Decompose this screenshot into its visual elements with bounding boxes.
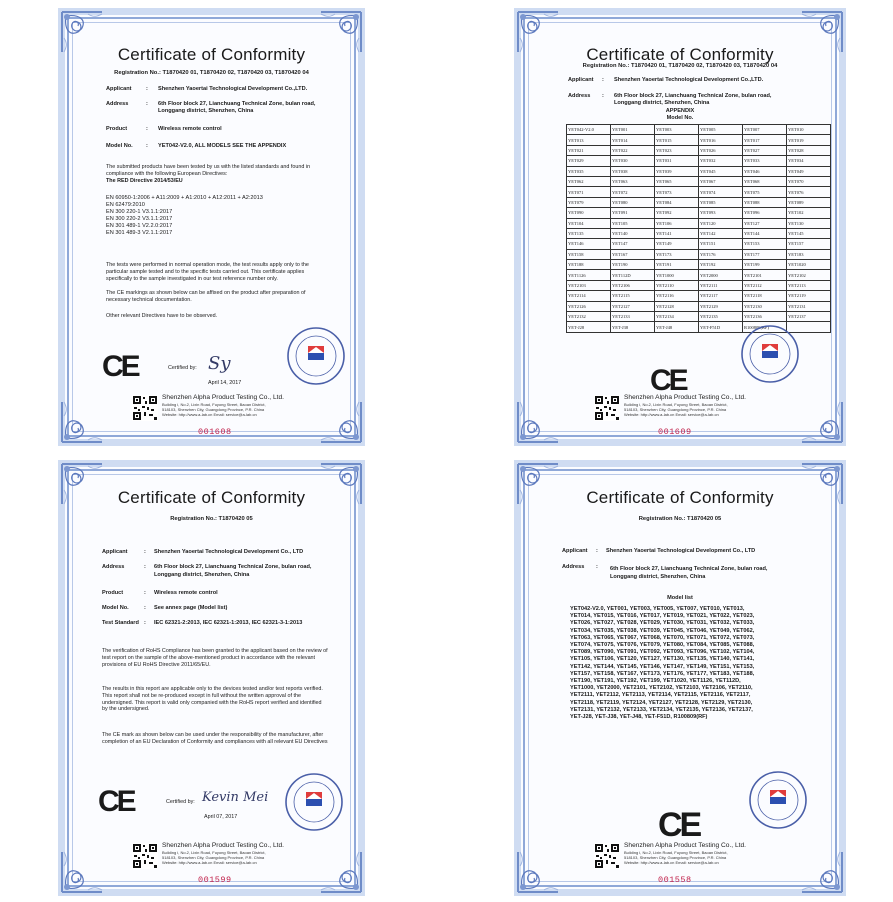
colon: : <box>144 590 146 596</box>
table-cell: YET2131 <box>787 301 831 311</box>
colon: : <box>602 77 604 83</box>
certified-by-label: Certified by: <box>168 365 197 371</box>
certificate-1 <box>58 8 365 446</box>
qr-code-icon <box>132 395 158 421</box>
table-cell: YET112D <box>611 270 655 280</box>
table-cell: YET005 <box>699 125 743 135</box>
address-line-1: 6th Floor block 27, Lianchuang Technical Zone, bulan road, <box>610 566 768 572</box>
table-cell: YET2133 <box>611 312 655 322</box>
model-list <box>570 606 754 721</box>
model-list-line: YET063, YET065, YET067, YET068, YET070, YET071, YET072, YET073, <box>570 634 755 641</box>
table-cell: YET192 <box>699 260 743 270</box>
table-cell: YET1126 <box>567 270 611 280</box>
certificate-2 <box>514 8 846 446</box>
registration-number: Registration No.: T1870420 05 <box>638 516 722 522</box>
table-cell: YET188 <box>567 260 611 270</box>
qr-code-icon <box>594 843 620 869</box>
testing-stamp-icon <box>740 324 800 384</box>
standard-item: EN 301 489-3 V2.1.1:2017 <box>106 230 173 236</box>
table-cell: YET151 <box>699 239 743 249</box>
model-list-line: YET142, YET144, YET145, YET146, YET147, YET149, YET151, YET153, <box>570 663 755 670</box>
table-cell: YET093 <box>699 208 743 218</box>
lab-address-line: Building i, No.2, Lixin Road, Fuyong Street, Baoan District, <box>624 402 728 407</box>
results-paragraph: The results in this report are applicable only to the devices tested and/or test reports verified. This report shall not be re-produced except in full without the written approval of the undersigned. This report is valid only companied with the RoHS report verified and identified by the undersigned. <box>102 686 323 713</box>
ce-marking-paragraph: The CE markings as shown below can be affixed on the product after preparation of necessary technical documentation. <box>106 290 306 303</box>
table-cell: YET149 <box>655 239 699 249</box>
applicant-label: Applicant <box>562 548 588 554</box>
model-list-line: YET089, YET090, YET091, YET092, YET093, YET096, YET102, YET104, <box>570 649 755 656</box>
table-cell: YET191 <box>655 260 699 270</box>
other-directives-paragraph: Other relevant Directives have to be observed. <box>106 313 218 319</box>
table-cell: YET130 <box>787 218 831 228</box>
table-cell: YET019 <box>787 135 831 145</box>
table-cell: R100809(RF) <box>743 322 787 332</box>
table-cell: YET090 <box>567 208 611 218</box>
table-cell: YET102 <box>787 208 831 218</box>
table-row <box>567 208 831 218</box>
table-cell: YET2130 <box>743 301 787 311</box>
model-list-line: YET2118, YET2119, YET2124, YET2127, YET2128, YET2129, YET2130, <box>570 699 753 706</box>
table-cell: YET021 <box>567 145 611 155</box>
address-line-2: Longgang district, Shenzhen, China <box>610 574 706 580</box>
table-cell: YET030 <box>611 156 655 166</box>
applicant-label: Applicant <box>568 77 594 83</box>
table-row <box>567 176 831 186</box>
lab-address-line: Building i, No.2, Lixin Road, Fuyong Street, Baoan District, <box>624 850 728 855</box>
lab-name: Shenzhen Alpha Product Testing Co., Ltd. <box>624 394 746 401</box>
qr-code-icon <box>594 395 620 421</box>
table-cell: YET176 <box>699 249 743 259</box>
table-cell: YET092 <box>655 208 699 218</box>
ce-mark-logo: CE <box>102 350 138 383</box>
table-cell: YET127 <box>743 218 787 228</box>
colon: : <box>146 101 148 107</box>
model-list-line: YET-J28, YET-J38, YET-J48, YET-F51D, R100809(RF) <box>570 714 708 721</box>
table-cell: YET031 <box>655 156 699 166</box>
applicant-label: Applicant <box>106 86 132 92</box>
table-cell: YET026 <box>699 145 743 155</box>
table-cell: YET027 <box>743 145 787 155</box>
colon: : <box>146 143 148 149</box>
ce-mark-logo: CE <box>650 364 686 397</box>
address-line-1: 6th Floor block 27, Lianchuang Technical Zone, bulan road, <box>154 564 312 570</box>
colon: : <box>144 564 146 570</box>
table-cell: YET063 <box>611 176 655 186</box>
appendix-heading: APPENDIX <box>665 108 695 114</box>
applicant-value: Shenzhen Yaoertai Technological Development Co., LTD <box>154 549 304 555</box>
certificate-title: Certificate of Conformity <box>117 45 306 64</box>
table-cell: YET2116 <box>655 291 699 301</box>
table-row <box>567 156 831 166</box>
model-list-line: YET1000, YET2000, YET2101, YET2102, YET2103, YET2106, YET2110, <box>570 685 753 692</box>
table-cell: YET147 <box>611 239 655 249</box>
table-cell: YET022 <box>611 145 655 155</box>
table-cell: YET017 <box>743 135 787 145</box>
table-cell: YET146 <box>567 239 611 249</box>
table-cell: YET034 <box>787 156 831 166</box>
corner-ornament-icon <box>800 850 844 894</box>
table-row <box>567 280 831 290</box>
table-cell: YET003 <box>655 125 699 135</box>
table-cell: YET2137 <box>787 312 831 322</box>
table-row <box>567 312 831 322</box>
table-cell: YET144 <box>743 228 787 238</box>
table-cell: YET068 <box>743 176 787 186</box>
lab-footer <box>624 842 746 865</box>
table-cell: YET049 <box>787 166 831 176</box>
table-row <box>567 166 831 176</box>
table-row <box>567 270 831 280</box>
table-row <box>567 125 831 135</box>
table-cell: YET2103 <box>567 280 611 290</box>
model-list-line: YET034, YET035, YET038, YET039, YET045, YET046, YET049, YET062, <box>570 627 755 634</box>
table-cell: YET1000 <box>655 270 699 280</box>
testing-stamp-icon <box>284 772 344 832</box>
model-list-line: YET157, YET158, YET167, YET173, YET176, YET177, YET183, YET188, <box>570 670 755 677</box>
table-cell: YET2127 <box>611 301 655 311</box>
table-cell: YET-J28 <box>567 322 611 332</box>
corner-ornament-icon <box>319 850 363 894</box>
table-cell: YET070 <box>787 176 831 186</box>
table-cell: YET142 <box>699 228 743 238</box>
table-cell: YET013 <box>567 135 611 145</box>
table-cell: YET035 <box>567 166 611 176</box>
directive-name: The RED Directive 2014/53/EU <box>106 178 183 184</box>
lab-name: Shenzhen Alpha Product Testing Co., Ltd. <box>624 842 746 849</box>
table-cell: YET2129 <box>699 301 743 311</box>
signature-date: April 07, 2017 <box>204 814 238 820</box>
table-row <box>567 291 831 301</box>
model-list-heading: Model list <box>667 595 693 601</box>
table-cell: YET091 <box>611 208 655 218</box>
product-label: Product <box>102 590 124 596</box>
table-row <box>567 187 831 197</box>
model-list-line: YET190, YET191, YET192, YET199, YET1020, YET1126, YET112D, <box>570 678 741 685</box>
colon: : <box>144 605 146 611</box>
colon: : <box>146 86 148 92</box>
table-cell: YET183 <box>787 249 831 259</box>
table-row <box>567 249 831 259</box>
table-cell: YET046 <box>743 166 787 176</box>
table-cell: YET190 <box>611 260 655 270</box>
colon: : <box>596 548 598 554</box>
table-cell: YET032 <box>699 156 743 166</box>
table-cell: YET2000 <box>699 270 743 280</box>
table-cell: YET2126 <box>567 301 611 311</box>
rohs-paragraph: The verification of RoHS Compliance has been granted to the applicant based on the review of test report on the sample of the above-mentioned product in accordance with the relevant provisions of EU RoHS Directive 2011/65/EU. <box>102 648 328 668</box>
table-cell: YET2106 <box>611 280 655 290</box>
ce-mark-logo: CE <box>98 785 134 818</box>
table-cell: YET-J38 <box>611 322 655 332</box>
table-cell: YET2132 <box>567 312 611 322</box>
registration-number: Registration No.: T1870420 01, T1870420 02, T1870420 03, T1870420 04 <box>582 63 778 69</box>
model-no-heading: Model No. <box>666 115 694 121</box>
address-label: Address <box>568 93 591 99</box>
model-label: Model No. <box>102 605 129 611</box>
model-list-line: YET105, YET106, YET120, YET127, YET130, YET135, YET140, YET141, <box>570 656 755 663</box>
lab-name: Shenzhen Alpha Product Testing Co., Ltd. <box>162 842 284 849</box>
standard-item: EN 300 220-1 V3.1.1:2017 <box>106 209 173 215</box>
qr-code-icon <box>132 843 158 869</box>
lab-contact-line: Website: http://www.a-lab.cn Email: service@a-lab.cn <box>162 860 257 865</box>
test-standard-value: IEC 62321-2:2013, IEC 62321-1:2013, IEC 62321-3-1:2013 <box>154 620 303 626</box>
applicant-value: Shenzhen Yaoertai Technological Development Co.,LTD. <box>158 86 308 92</box>
table-cell: YET-F51D <box>699 322 743 332</box>
address-line-1: 6th Floor block 27, Lianchuang Technical Zone, bulan road, <box>614 93 772 99</box>
table-cell: YET2134 <box>655 312 699 322</box>
table-cell: YET2117 <box>699 291 743 301</box>
table-cell: YET039 <box>655 166 699 176</box>
table-cell: YET2102 <box>787 270 831 280</box>
table-cell: YET042-V2.0 <box>567 125 611 135</box>
table-cell: YET071 <box>567 187 611 197</box>
lab-name: Shenzhen Alpha Product Testing Co., Ltd. <box>162 394 284 401</box>
table-row <box>567 228 831 238</box>
certified-by-label: Certified by: <box>166 799 195 805</box>
model-value: See annex page (Model list) <box>154 605 228 611</box>
certificate-title: Certificate of Conformity <box>117 488 306 507</box>
table-cell: YET023 <box>655 145 699 155</box>
model-list-line: YET074, YET075, YET076, YET079, YET080, YET084, YET085, YET088, <box>570 642 755 649</box>
table-cell: YET088 <box>743 197 787 207</box>
table-cell: YET2115 <box>611 291 655 301</box>
colon: : <box>146 126 148 132</box>
lab-address-line: Building i, No.2, Lixin Road, Fuyong Street, Baoan District, <box>162 402 266 407</box>
table-cell: YET2101 <box>743 270 787 280</box>
lab-footer <box>162 842 284 865</box>
corner-ornament-icon <box>516 400 560 444</box>
table-cell: YET2128 <box>655 301 699 311</box>
corner-ornament-icon <box>319 400 363 444</box>
address-line-2: Longgang district, Shenzhen, China <box>154 572 250 578</box>
table-cell: YET016 <box>699 135 743 145</box>
model-label: Model No. <box>106 143 133 149</box>
table-row <box>567 197 831 207</box>
address-line-2: Longgang district, Shenzhen, China <box>158 108 254 114</box>
product-value: Wireless remote control <box>158 126 222 132</box>
standard-item: EN 62479:2010 <box>106 202 145 208</box>
address-label: Address <box>102 564 125 570</box>
certificate-title: Certificate of Conformity <box>586 488 774 507</box>
table-row <box>567 301 831 311</box>
ce-mark-logo: CE <box>658 806 700 844</box>
standard-item: EN 300 220-2 V3.1.1:2017 <box>106 216 173 222</box>
model-list-line: YET2111, YET2112, YET2113, YET2114, YET2115, YET2116, YET2117, <box>570 692 751 699</box>
table-cell: YET177 <box>743 249 787 259</box>
lab-address-line: Building i, No.2, Lixin Road, Fuyong Street, Baoan District, <box>162 850 266 855</box>
colon: : <box>596 564 598 570</box>
table-cell: YET105 <box>611 218 655 228</box>
signature: Sy <box>208 353 231 374</box>
table-cell: YET153 <box>743 239 787 249</box>
table-cell: YET106 <box>655 218 699 228</box>
serial-number: 001608 <box>198 427 232 437</box>
table-cell: YET080 <box>611 197 655 207</box>
lab-contact-line: Website: http://www.a-lab.cn Email: service@a-lab.cn <box>624 860 719 865</box>
lab-contact-line: Website: http://www.a-lab.cn Email: service@a-lab.cn <box>624 412 719 417</box>
table-cell: YET173 <box>655 249 699 259</box>
table-cell: YET089 <box>787 197 831 207</box>
table-cell: YET085 <box>699 197 743 207</box>
corner-ornament-icon <box>516 850 560 894</box>
address-label: Address <box>106 101 129 107</box>
product-value: Wireless remote control <box>154 590 218 596</box>
address-line-1: 6th Floor block 27, Lianchuang Technical Zone, bulan road, <box>158 101 316 107</box>
table-row <box>567 145 831 155</box>
table-cell: YET065 <box>655 176 699 186</box>
table-cell: YET1020 <box>787 260 831 270</box>
applicant-value: Shenzhen Yaoertai Technological Development Co., LTD <box>606 548 756 554</box>
table-cell: YET104 <box>567 218 611 228</box>
table-cell: YET028 <box>787 145 831 155</box>
table-cell: YET029 <box>567 156 611 166</box>
lab-address-line: 518103, Shenzhen City, Guangdong Province, P.R. China <box>162 855 265 860</box>
testing-stamp-icon <box>748 770 808 830</box>
table-row <box>567 239 831 249</box>
certificate-title: Certificate of Conformity <box>586 45 774 64</box>
registration-number: Registration No.: T1870420 01, T1870420 02, T1870420 03, T1870420 04 <box>114 70 309 76</box>
corner-ornament-icon <box>800 400 844 444</box>
serial-number: 001609 <box>658 427 692 437</box>
table-cell: YET135 <box>567 228 611 238</box>
model-list-line: YET2131, YET2132, YET2133, YET2134, YET2135, YET2136, YET2137, <box>570 706 753 713</box>
tested-paragraph: The submitted products have been tested by us with the listed standards and found in compliance with the following European Directives: <box>106 164 311 177</box>
table-cell: YET2135 <box>699 312 743 322</box>
table-cell: YET074 <box>699 187 743 197</box>
table-cell: YET015 <box>655 135 699 145</box>
corner-ornament-icon <box>60 850 104 894</box>
standard-item: EN 60950-1:2006 + A11:2009 + A1:2010 + A12:2011 + A2:2013 <box>106 195 263 201</box>
model-list-line: YET026, YET027, YET028, YET029, YET030, YET031, YET032, YET033, <box>570 620 755 627</box>
corner-ornament-icon <box>60 400 104 444</box>
table-row <box>567 260 831 270</box>
table-cell: YET2110 <box>655 280 699 290</box>
table-cell: YET010 <box>787 125 831 135</box>
registration-number: Registration No.: T1870420 05 <box>170 516 253 522</box>
table-cell: YET001 <box>611 125 655 135</box>
table-cell: YET072 <box>611 187 655 197</box>
table-cell: YET067 <box>699 176 743 186</box>
signature: Kevin Mei <box>202 790 269 805</box>
colon: : <box>144 620 146 626</box>
model-value: YET042-V2.0, ALL MODELS SEE THE APPENDIX <box>158 143 287 149</box>
table-cell: YET2119 <box>787 291 831 301</box>
table-cell: YET157 <box>787 239 831 249</box>
table-cell: YET2118 <box>743 291 787 301</box>
applicant-value: Shenzhen Yaoertai Technological Development Co.,LTD. <box>614 77 764 83</box>
table-cell: YET038 <box>611 166 655 176</box>
model-table <box>566 124 831 333</box>
table-cell: YET076 <box>787 187 831 197</box>
table-cell: YET045 <box>699 166 743 176</box>
table-cell: YET084 <box>655 197 699 207</box>
table-cell: YET075 <box>743 187 787 197</box>
address-line-2: Longgang district, Shenzhen, China <box>614 100 710 106</box>
certificate-4 <box>514 460 846 896</box>
model-list-line: YET014, YET015, YET016, YET017, YET019, YET021, YET022, YET023, <box>570 613 755 620</box>
product-label: Product <box>106 126 128 132</box>
standards-list <box>106 195 263 237</box>
lab-footer <box>624 394 746 417</box>
table-cell: YET2114 <box>567 291 611 301</box>
table-row <box>567 135 831 145</box>
serial-number: 001558 <box>658 875 692 885</box>
table-cell: YET033 <box>743 156 787 166</box>
table-cell: YET073 <box>655 187 699 197</box>
table-cell: YET199 <box>743 260 787 270</box>
table-cell: YET2136 <box>743 312 787 322</box>
serial-number: 001599 <box>198 875 232 885</box>
lab-contact-line: Website: http://www.a-lab.cn Email: service@a-lab.cn <box>162 412 257 417</box>
table-cell: YET-J48 <box>655 322 699 332</box>
table-cell: YET141 <box>655 228 699 238</box>
table-cell: YET2112 <box>743 280 787 290</box>
certificate-3 <box>58 460 365 896</box>
testing-stamp-icon <box>286 326 346 386</box>
colon: : <box>602 93 604 99</box>
table-cell: YET079 <box>567 197 611 207</box>
model-list-line: YET042-V2.0, YET001, YET003, YET005, YET007, YET010, YET013, <box>570 606 745 612</box>
table-cell: YET167 <box>611 249 655 259</box>
standard-item: EN 301 489-1 V2.2.0:2017 <box>106 223 173 229</box>
table-cell: YET140 <box>611 228 655 238</box>
lab-address-line: 518103, Shenzhen City, Guangdong Province, P.R. China <box>624 407 727 412</box>
colon: : <box>144 549 146 555</box>
applicant-label: Applicant <box>102 549 128 555</box>
table-row <box>567 218 831 228</box>
table-cell: YET014 <box>611 135 655 145</box>
lab-address-line: 518103, Shenzhen City, Guangdong Province, P.R. China <box>624 855 727 860</box>
signature-date: April 14, 2017 <box>208 380 242 386</box>
table-cell: YET158 <box>567 249 611 259</box>
table-cell: YET120 <box>699 218 743 228</box>
table-cell: YET096 <box>743 208 787 218</box>
test-standard-label: Test Standard <box>102 620 139 626</box>
ce-usage-paragraph: The CE mark as shown below can be used under the responsibility of the manufacturer, after completion of an EU Declaration of Conformity and compliances with all relevant EU Directives <box>102 732 328 745</box>
lab-address-line: 518103, Shenzhen City, Guangdong Province, P.R. China <box>162 407 265 412</box>
table-cell: YET062 <box>567 176 611 186</box>
address-label: Address <box>562 564 585 570</box>
lab-footer <box>162 394 284 417</box>
test-mode-paragraph: The tests were performed in normal operation mode, the test results apply only to the particular sample tested and to the specific tests carried out. This certificate applies specifically to the sample investigated in our test reference number only. <box>106 262 309 282</box>
table-cell: YET2113 <box>787 280 831 290</box>
table-cell: YET007 <box>743 125 787 135</box>
table-cell: YET2111 <box>699 280 743 290</box>
table-cell: YET145 <box>787 228 831 238</box>
